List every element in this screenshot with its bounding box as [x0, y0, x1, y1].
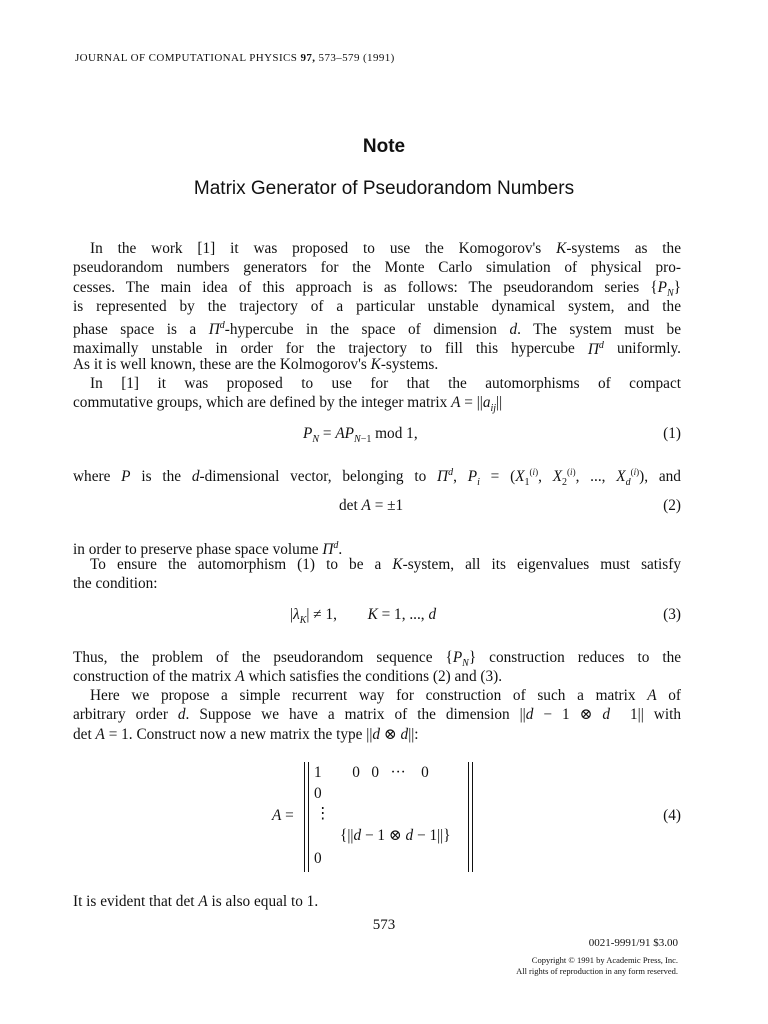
copyright-line: Copyright © 1991 by Academic Press, Inc.: [531, 955, 678, 965]
paragraph-4: [73, 536, 681, 559]
journal-header: [75, 52, 395, 64]
equation-2-number: (2): [663, 497, 681, 514]
text-line: phase space is a $\Pi^d$-hypercube in the space of dimension d. The system must be: [73, 320, 681, 339]
issn-price: 0021-9991/91 $3.00: [588, 937, 678, 949]
paper-title: Matrix Generator of Pseudorandom Numbers: [193, 178, 575, 199]
paragraph-1: [73, 239, 681, 374]
equation-1: $P_N = AP_{N-1}$ mod 1,: [303, 425, 418, 446]
equation-1-number: (1): [663, 425, 681, 442]
journal-pages: 573–579 (1991): [318, 52, 395, 64]
text-line: arbitrary order d. Suppose we have a matrix of the dimension ||d − 1 ⊗ d 1|| with: [73, 706, 681, 724]
text-line: To ensure the automorphism (1) to be a K-system, all its eigenvalues must satisfy: [90, 556, 682, 573]
matrix-col-0: 0: [314, 785, 322, 802]
paragraph-5: [73, 555, 681, 594]
text-line: is represented by the trajectory of a particular unstable dynamical system, and the: [73, 297, 681, 315]
text-line: det A = 1. Construct now a new matrix the type ||d ⊗ d||:: [73, 725, 419, 743]
text-line: In the work [1] it was proposed to use the Komogorov's K-systems as the: [90, 240, 681, 257]
text-line: maximally unstable in order for the trajectory to fill this hypercube $\Pi^d$ uniformly.: [73, 339, 681, 358]
paragraph-6: [73, 648, 681, 687]
text-line: commutative groups, which are defined by the integer matrix $A = ||a_{ij}||$: [73, 394, 503, 415]
note-label: Note: [362, 136, 406, 157]
matrix-left-bar-inner: [308, 762, 309, 872]
text-line: where P is the d-dimensional vector, belonging to $\Pi^d$, $P_i = (X_1^{(i)}$, $X_2^{(i)}$, ..., $X_d^{(i)}$), and: [73, 467, 681, 489]
text-line: As it is well known, these are the Kolmogorov's K-systems.: [73, 355, 439, 373]
matrix-left-bar: [304, 762, 305, 872]
text-line: In [1] it was proposed to use for that the automorphisms of compact: [90, 375, 681, 392]
matrix-right-bar-inner: [468, 762, 469, 872]
paragraph-3: [73, 463, 681, 489]
equation-4-number: (4): [663, 807, 681, 824]
text-line: cesses. The main idea of this approach is as follows: The pseudorandom series $\{P_N\}$: [73, 278, 681, 299]
equation-3: $|\lambda_K| \ne 1$, K = 1, ..., d: [290, 606, 437, 627]
matrix-vdots: ⋮: [315, 805, 331, 822]
text-line: construction of the matrix A which satisfies the conditions (2) and (3).: [73, 668, 503, 686]
equation-2: det A = ±1: [339, 497, 404, 514]
matrix-row-1: 1 0 0 ··· 0: [314, 764, 429, 781]
closing-sentence: [73, 892, 681, 911]
matrix-lhs: A =: [272, 807, 294, 824]
journal-name: JOURNAL OF COMPUTATIONAL PHYSICS: [75, 52, 298, 64]
matrix-block: {||d − 1 ⊗ d − 1||}: [340, 827, 451, 844]
text-line: in order to preserve phase space volume $\Pi^d$.: [73, 540, 343, 559]
paragraph-7: [73, 686, 681, 744]
matrix-right-bar: [472, 762, 473, 872]
text-line: It is evident that det A is also equal to 1.: [73, 893, 319, 910]
equation-3-number: (3): [663, 606, 681, 623]
text-line: the condition:: [73, 575, 158, 593]
matrix-col-last: 0: [314, 850, 322, 867]
paragraph-2: [73, 374, 681, 413]
text-line: pseudorandom numbers generators for the Monte Carlo simulation of physical pro-: [73, 259, 681, 277]
journal-volume: 97,: [300, 52, 316, 64]
page-number: 573: [372, 917, 396, 933]
text-line: Thus, the problem of the pseudorandom sequence $\{P_N\}$ construction reduces to the: [73, 649, 682, 670]
text-line: Here we propose a simple recurrent way for construction of such a matrix A of: [90, 687, 681, 704]
rights-line: All rights of reproduction in any form reserved.: [516, 966, 678, 976]
